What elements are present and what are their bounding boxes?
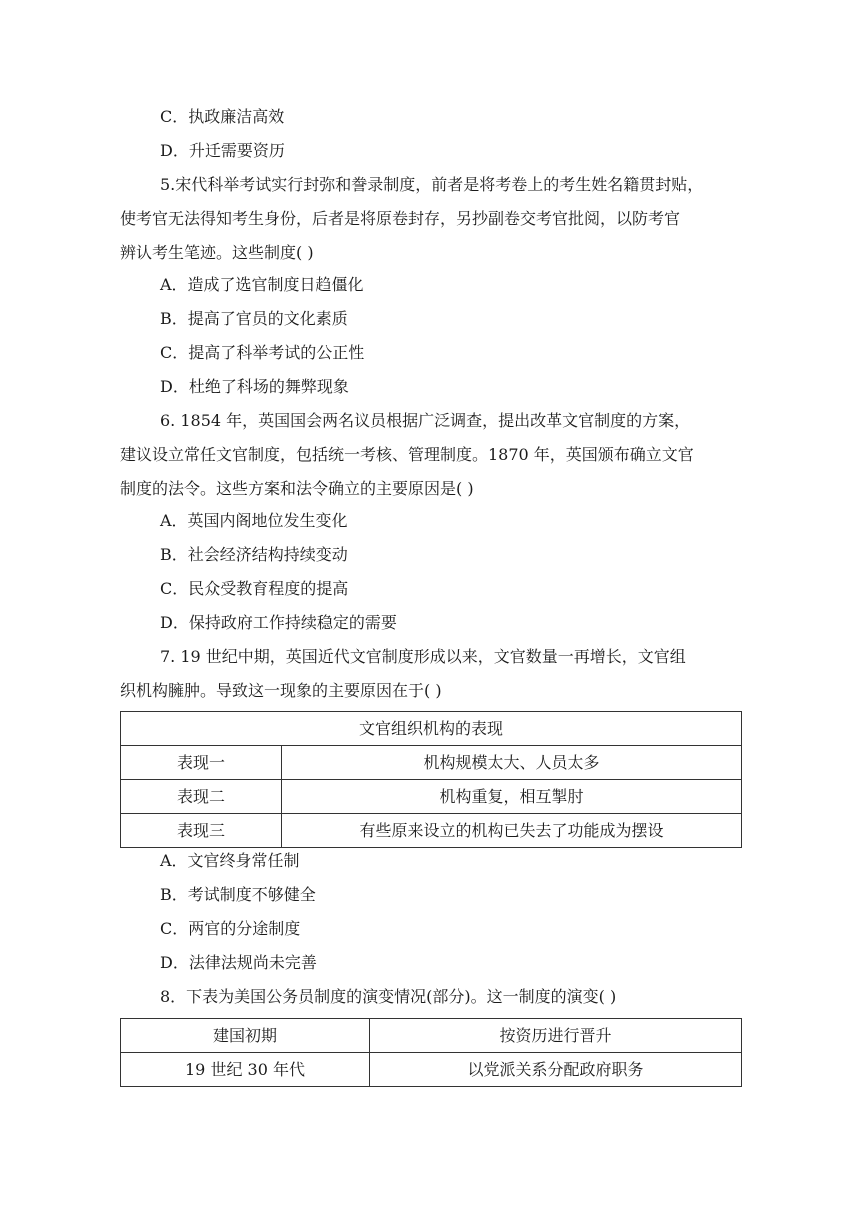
q5-stem-line1: 5.宋代科举考试实行封弥和誊录制度，前者是将考卷上的考生姓名籍贯封贴， xyxy=(160,175,704,194)
q4-option-c: C．执政廉洁高效 xyxy=(160,107,285,126)
q6-stem-line3: 制度的法令。这些方案和法令确立的主要原因是( ) xyxy=(120,479,474,498)
table-row xyxy=(121,814,742,848)
q6-option-c: C．民众受教育程度的提高 xyxy=(160,579,349,598)
q7-row-label: 表现二 xyxy=(121,780,282,814)
q6-stem-line1: 6. 1854 年，英国国会两名议员根据广泛调查，提出改革文官制度的方案， xyxy=(160,411,691,430)
q7-table-header: 文官组织机构的表现 xyxy=(121,712,742,746)
q7-row-label: 表现一 xyxy=(121,746,282,780)
q8-row-practice: 以党派关系分配政府职务 xyxy=(370,1053,742,1087)
q8-row-period: 建国初期 xyxy=(121,1019,370,1053)
q7-table xyxy=(120,711,742,848)
q8-row-practice: 按资历进行晋升 xyxy=(370,1019,742,1053)
q7-option-b: B．考试制度不够健全 xyxy=(160,885,316,904)
q7-stem-line2: 织机构臃肿。导致这一现象的主要原因在于( ) xyxy=(120,681,442,700)
q5-option-b: B．提高了官员的文化素质 xyxy=(160,309,348,328)
q8-row-period: 19 世纪 30 年代 xyxy=(121,1053,370,1087)
q7-row-value: 有些原来设立的机构已失去了功能成为摆设 xyxy=(282,814,742,848)
q7-option-a: A．文官终身常任制 xyxy=(160,851,300,870)
q7-stem-line1: 7. 19 世纪中期，英国近代文官制度形成以来，文官数量一再增长，文官组 xyxy=(160,647,686,666)
q7-option-c: C．两官的分途制度 xyxy=(160,919,301,938)
q5-stem-line2: 使考官无法得知考生身份，后者是将原卷封存，另抄副卷交考官批阅，以防考官 xyxy=(120,209,681,228)
q7-row-label: 表现三 xyxy=(121,814,282,848)
q8-stem-line1: 8．下表为美国公务员制度的演变情况(部分)。这一制度的演变( ) xyxy=(160,987,617,1006)
q5-option-c: C．提高了科举考试的公正性 xyxy=(160,343,365,362)
table-row xyxy=(121,712,742,746)
table-row xyxy=(121,780,742,814)
q5-stem-line3: 辨认考生笔迹。这些制度( ) xyxy=(120,243,314,262)
table-row xyxy=(121,1019,742,1053)
q8-table xyxy=(120,1018,742,1087)
table-row xyxy=(121,746,742,780)
q4-option-d: D．升迁需要资历 xyxy=(160,141,285,160)
q6-option-a: A．英国内阁地位发生变化 xyxy=(160,511,348,530)
table-row xyxy=(121,1053,742,1087)
q5-option-d: D．杜绝了科场的舞弊现象 xyxy=(160,377,349,396)
q7-option-d: D．法律法规尚未完善 xyxy=(160,953,317,972)
q7-row-value: 机构重复，相互掣肘 xyxy=(282,780,742,814)
q7-row-value: 机构规模太大、人员太多 xyxy=(282,746,742,780)
q5-option-a: A．造成了选官制度日趋僵化 xyxy=(160,275,364,294)
q6-option-d: D．保持政府工作持续稳定的需要 xyxy=(160,613,397,632)
q6-stem-line2: 建议设立常任文官制度，包括统一考核、管理制度。1870 年，英国颁布确立文官 xyxy=(120,445,694,464)
q6-option-b: B．社会经济结构持续变动 xyxy=(160,545,348,564)
